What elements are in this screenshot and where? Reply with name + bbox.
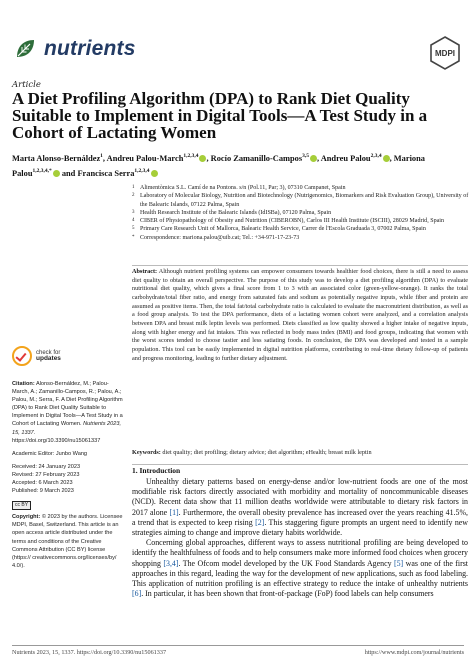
check-for-updates-badge[interactable]	[12, 346, 61, 366]
keywords-text: diet quality; diet profiling; dietary advice; diet algorithm; eHealth; breast milk leptin	[162, 449, 372, 456]
affiliation-number: 5	[132, 226, 135, 232]
section-heading: 1. Introduction	[132, 466, 181, 475]
introduction-body	[132, 477, 468, 599]
affiliation-item	[132, 192, 470, 209]
paragraph-text: . This staggering figure prompts an urgent need to identify new strategies aiming to change and improve dietary habits worldwide.	[132, 517, 468, 538]
divider	[132, 265, 468, 266]
academic-editor: Academic Editor: Junbo Wang	[12, 450, 88, 457]
check-updates-icon	[12, 346, 32, 366]
author-affiliation-marker: 1,2,3,4,*	[32, 167, 52, 174]
author-affiliation-marker: 3,5	[302, 153, 309, 159]
footer-divider	[12, 645, 464, 646]
article-type: Article	[12, 80, 41, 90]
date-row	[12, 479, 124, 487]
cc-by-license-icon[interactable]: cc BY	[12, 501, 31, 510]
abstract	[132, 268, 468, 363]
date-row	[12, 487, 124, 495]
date-label: Accepted:	[12, 480, 39, 487]
date-row	[12, 471, 124, 479]
affiliation-number: *	[132, 234, 135, 240]
paragraph-text: . The Ofcom model developed by the UK Food Standards Agency	[178, 558, 394, 568]
date-label: Published:	[12, 488, 40, 495]
author[interactable]: Andreu Palou-March	[106, 153, 184, 163]
author-affiliation-marker: 1,2,3,4	[183, 153, 199, 159]
mdpi-logo-icon	[428, 36, 462, 70]
reference-link[interactable]: [5]	[393, 558, 404, 568]
affiliation-text: Health Research Institute of the Balearic Islands (IdISBa), 07120 Palma, Spain	[140, 209, 332, 216]
journal-logo	[12, 36, 136, 62]
author-list: Marta Alonso-Bernáldez$^1$, Andreu Palou-March$^{1,2,3,4}$ , Rocío Zamanillo-Campos$^{3,5}$ , Andreu Palou$^{2,3,4}$ , Mariona Palou$^{1,2,3,4,*}$ and Francisca Serra$^{1,2,3,4}$	[12, 153, 425, 178]
affiliation-text: CIBER of Physiopathology of Obesity and Nutrition (CIBEROBN), Carlos III Health Institute (ISCIII), 28029 Madrid, Spain	[140, 218, 444, 225]
affiliation-text: Correspondence: mariona.palou@uib.cat; Tel.: +34-971-17-23-73	[140, 234, 300, 241]
footer-journal-url[interactable]: https://www.mdpi.com/journal/nutrients	[364, 649, 464, 656]
orcid-icon[interactable]	[151, 170, 158, 177]
author-affiliation-marker: 1,2,3,4	[134, 167, 150, 174]
journal-name: nutrients	[44, 37, 136, 60]
orcid-icon[interactable]	[199, 155, 206, 162]
page-footer	[12, 649, 464, 656]
footer-citation: Nutrients 2023, 15, 1337. https://doi.org/10.3390/nu15061337	[12, 649, 167, 656]
date-value: 24 January 2023	[38, 463, 81, 470]
date-value: 27 February 2023	[35, 471, 80, 478]
check-updates-line1: check for	[36, 349, 61, 356]
paragraph-text: was one of the first approaches in this regard, leading the way for the development of new applications, such as food labeling. This application of nutrition profiling is an effective strategy to reduce the intake of unhealthy nutrients	[132, 558, 468, 589]
check-updates-line2: updates	[36, 355, 61, 362]
paragraph-text: Unhealthy dietary patterns based on energy-dense and/or low-nutrient foods are one of the most modifiable risk factors directly associated with morbidity and mortality of noncommunicable diseases (NCD). Recent data show that 11 million deaths worldwide were attributable to dietary risk factors in 2017 alone	[132, 477, 468, 517]
affiliation-item	[132, 234, 470, 242]
author[interactable]: Francisca Serra	[77, 168, 135, 178]
citation-text: Alonso-Bernáldez, M.; Palou-March, A.; Zamanillo-Campos, R.; Palou, A.; Palou, M.; Serra, F. A Diet Profiling Algorithm (DPA) to Rank Diet Quality Suitable to Implement in Digital Tools—A Test Study in a Cohort of Lactating Women.	[12, 381, 123, 428]
leaf-icon	[12, 36, 38, 62]
author[interactable]: Marta Alonso-Bernáldez	[12, 153, 101, 163]
author-conjunction: and	[61, 168, 76, 178]
reference-link[interactable]: [1]	[169, 507, 179, 517]
citation-journal-ref: Nutrients 2023, 15, 1337.	[12, 421, 122, 436]
keywords	[132, 449, 468, 457]
author-affiliation-marker: 2,3,4	[370, 153, 382, 159]
affiliation-number: 4	[132, 218, 135, 224]
affiliation-number: 1	[132, 185, 135, 190]
date-value: 9 March 2023	[39, 488, 74, 495]
reference-link[interactable]: [6]	[132, 589, 142, 599]
abstract-label: Abstract:	[132, 268, 158, 275]
affiliations	[132, 184, 470, 242]
article-title: A Diet Profiling Algorithm (DPA) to Rank Diet Quality Suitable to Implement in Digital Tools—A Test Study in a Cohort of Lactating Women	[12, 89, 428, 142]
author[interactable]: Rocío Zamanillo-Campos	[210, 153, 303, 163]
orcid-icon[interactable]	[53, 170, 60, 177]
affiliation-text: Laboratory of Molecular Biology, Nutrition and Biotechnology (Nutrigenomics, Biomarkers and Risk Evaluation Group), University of the Balearic Islands, 07122 Palma, Spain	[140, 193, 469, 208]
orcid-icon[interactable]	[383, 155, 390, 162]
abstract-text: Although nutrient profiling systems can empower consumers towards healthier food choices, there is still a need to assess diet quality to obtain an overall perspective. The purpose of this study was to develop a diet profiling algorithm (DPA) to evaluate nutritional diet quality, which gives a final score from 1 to 3 with an associated color (green-yellow-orange). It ranks the total carbohydrate/total fiber ratio, and energy from saturated fats and sodium as potentially negative inputs, while fiber and protein are assumed as positive items. Then, the total fat/total carbohydrate ratio is calculated to evaluate the macronutrient distribution, as well as a food group analysis. To test the DPA performance, diets of a lactating women cohort were analyzed, and a correlation analysis between DPA and breast milk leptin levels was performed. Diets classified as low quality showed a higher intake of negative inputs, along with higher energy and fat intakes. This was reflected in body mass index (BMI) and food groups, indicating that women with the worst scores tended to choose tastier and less satiating foods. In conclusion, the DPA was developed and tested in a sample population. This tool can be easily implemented in digital nutrition platforms, contributing to real-time dietary follow-up of patients and progress monitoring, leading to further dietary adjustment.	[132, 268, 468, 362]
article-info-sidebar	[12, 380, 124, 575]
date-value: 6 March 2023	[38, 480, 73, 487]
affiliation-text: Primary Care Research Unit of Mallorca, Balearic Health Service, Carrer de l'Escola Graduada 3, 07002 Palma, Spain	[140, 226, 426, 233]
affiliation-number: 3	[132, 209, 135, 215]
date-row	[12, 463, 124, 471]
affiliation-item	[132, 217, 470, 225]
date-label: Revised:	[12, 471, 36, 478]
reference-link[interactable]: [3,4]	[163, 558, 179, 568]
paragraph-text: . In particular, it has been shown that front-of-package (FoP) food labels can help consumers	[141, 589, 434, 599]
citation-label: Citation:	[12, 381, 35, 387]
affiliation-text: Alimentòmica S.L. Camí de na Pontons. s/n (Pol.11, Par; 3), 07310 Campanet, Spain	[140, 185, 346, 191]
copyright-text: © 2023 by the authors. Licensee MDPI, Basel, Switzerland. This article is an open access article distributed under the terms and conditions of the Creative Commons Attribution (CC BY) license (https:// creativecommons.org/licenses/by/ 4.0/).	[12, 514, 123, 569]
divider	[132, 464, 468, 465]
date-label: Received:	[12, 463, 39, 470]
paragraph	[132, 477, 468, 538]
author-affiliation-marker: 1	[100, 153, 103, 159]
citation	[12, 380, 124, 445]
publication-dates	[12, 463, 124, 495]
copyright	[12, 513, 124, 570]
keywords-label: Keywords:	[132, 449, 161, 456]
author[interactable]: Mariona Palou	[12, 153, 425, 178]
orcid-icon[interactable]	[310, 155, 317, 162]
affiliation-item	[132, 225, 470, 233]
affiliation-item	[132, 209, 470, 217]
affiliation-number: 2	[132, 193, 135, 199]
paragraph-text: . Furthermore, the overall obesity prevalence has increased over the years reaching 41.5%, a trend that is expected to keep rising	[132, 507, 468, 527]
paragraph	[132, 538, 468, 599]
paragraph-text: Concerning global approaches, different ways to assess nutritional profiling are being developed to identify the healthfulness of foods and to help consumers make more informed food choices when grocery shopping	[132, 538, 468, 568]
publisher-name: MDPI	[435, 49, 455, 58]
affiliation-item	[132, 184, 470, 192]
copyright-label: Copyright:	[12, 514, 41, 521]
citation-doi[interactable]: https://doi.org/10.3390/nu15061337	[12, 437, 101, 444]
reference-link[interactable]: [2]	[255, 517, 265, 527]
author[interactable]: Andreu Palou	[320, 153, 371, 163]
